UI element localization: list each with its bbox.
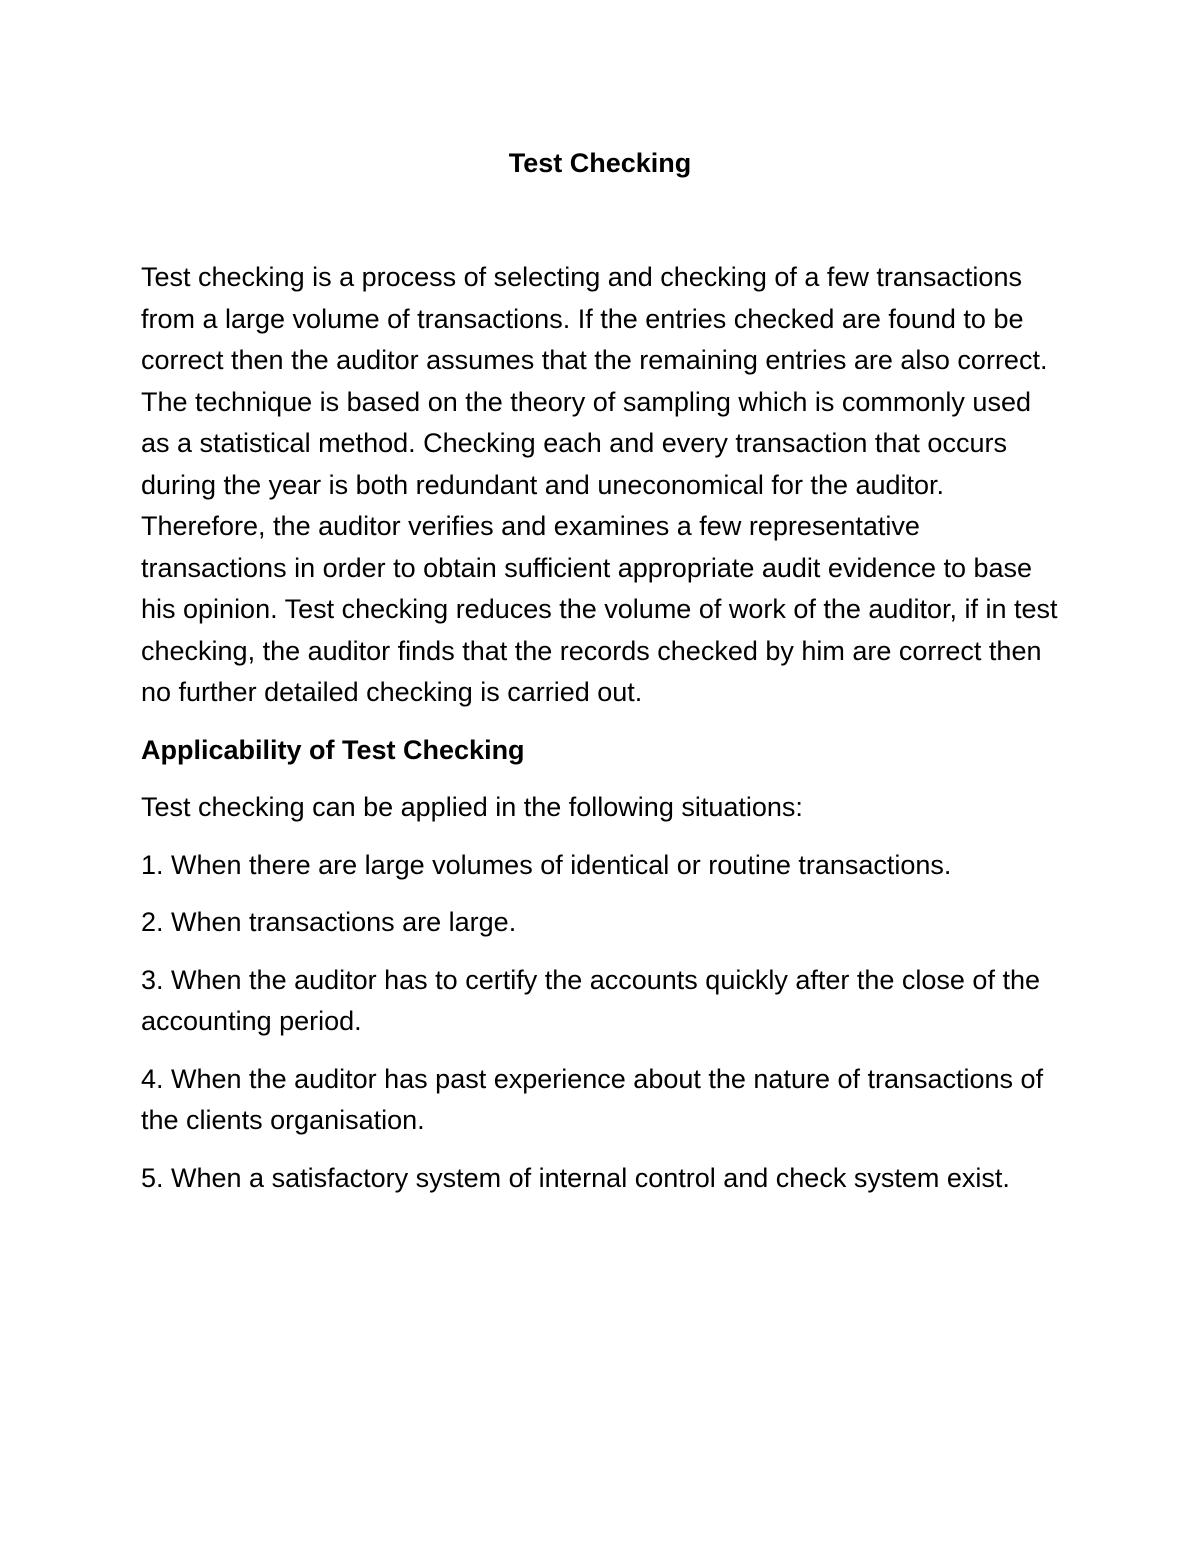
section-heading: Applicability of Test Checking: [141, 734, 525, 765]
list-item: 4. When the auditor has past experience about the nature of transactions of the clients organisation.: [141, 1063, 1044, 1135]
list-item: 2. When transactions are large.: [141, 907, 517, 937]
intro-paragraph: Test checking is a process of selecting and checking of a few transactions from a large volume of transactions. If the entries checked are found to be correct then the auditor assumes that the remaining entries are also correct. The technique is based on the theory of sampling which is commonly used as a statistical method. Checking each and every transaction that occurs during the year is both redundant and uneconomical for the auditor. Therefore, the auditor verifies and examines a few representative transactions in order to obtain sufficient appropriate audit evidence to base his opinion. Test checking reduces the volume of work of the auditor, if in test checking, the auditor finds that the records checked by him are correct then no further detailed checking is carried out.: [141, 262, 1058, 707]
situations-list: [141, 845, 1066, 1200]
document-title: Test Checking: [508, 148, 692, 178]
section-intro: Test checking can be applied in the following situations:: [141, 792, 803, 822]
list-item: 3. When the auditor has to certify the accounts quickly after the close of the accounting period.: [141, 964, 1040, 1036]
document-body: [141, 257, 1066, 1215]
list-item: 5. When a satisfactory system of internal control and check system exist.: [141, 1162, 1010, 1193]
list-item: 1. When there are large volumes of identical or routine transactions.: [141, 849, 952, 880]
